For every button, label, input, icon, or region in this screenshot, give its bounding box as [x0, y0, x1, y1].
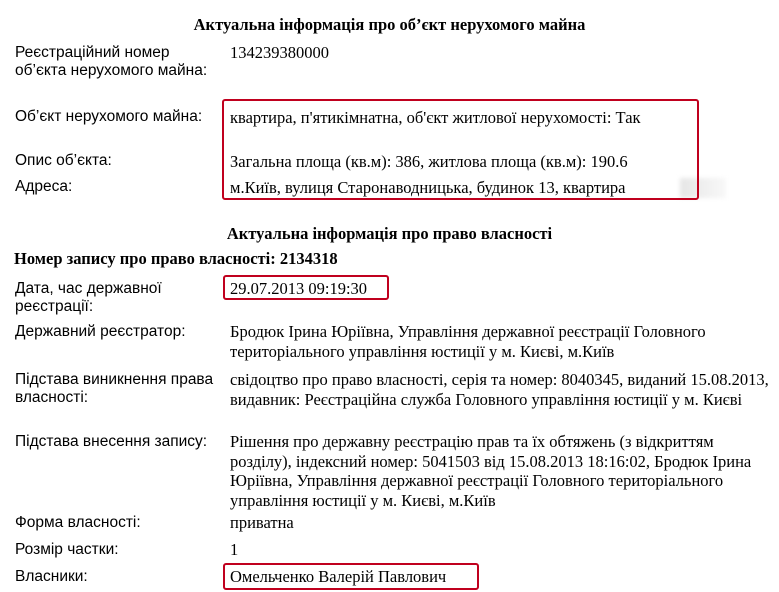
owners-label: Власники:: [15, 568, 88, 585]
share-size-value: 1: [230, 540, 239, 559]
reg-number-label: Реєстраційний номер об’єкта нерухомого майна:: [15, 44, 208, 79]
object-label: Об’єкт нерухомого майна:: [15, 108, 203, 125]
object-value: квартира, п'ятикімнатна, об'єкт житлової нерухомості: Так: [230, 108, 641, 127]
ownership-form-label: Форма власності:: [15, 514, 141, 531]
registrar-label: Державний реєстратор:: [15, 323, 186, 340]
registrar-value: Бродюк Ірина Юріївна, Управління державної реєстрації Головного територіального управління юстиції у м. Києві, м.Київ: [230, 322, 706, 361]
basis-origin-label: Підстава виникнення права власності:: [15, 371, 214, 406]
redacted-apartment-number: [680, 178, 726, 198]
reg-date-label: Дата, час державної реєстрації:: [15, 280, 162, 315]
object-section-title: Актуальна інформація про об’єкт нерухомого майна: [193, 15, 586, 34]
ownership-section-title: Актуальна інформація про право власності: [226, 224, 553, 243]
basis-entry-value: Рішення про державну реєстрацію прав та їх обтяжень (з відкриттям розділу), індексний номер: 5041503 від 15.08.2013 18:16:02, Бродюк Ірина Юріївна, Управління державної реєстрації Головного територіального управління юстиції у м. Києві, м.Київ: [230, 432, 752, 510]
record-number-title: Номер запису про право власності: 2134318: [14, 249, 338, 268]
reg-number-value: 134239380000: [230, 43, 329, 62]
description-value: Загальна площа (кв.м): 386, житлова площа (кв.м): 190.6: [230, 152, 628, 171]
ownership-form-value: приватна: [230, 513, 294, 532]
basis-origin-value: свідоцтво про право власності, серія та номер: 8040345, виданий 15.08.2013, видавник: Реєстраційна служба Головного управління юстиції у м. Києві: [230, 370, 769, 409]
reg-date-value: 29.07.2013 09:19:30: [230, 279, 368, 298]
address-value: м.Київ, вулиця Старонаводницька, будинок 13, квартира: [230, 178, 626, 197]
description-label: Опис об’єкта:: [15, 152, 112, 169]
basis-entry-label: Підстава внесення запису:: [15, 433, 208, 450]
owners-value: Омельченко Валерій Павлович: [230, 567, 447, 586]
address-label: Адреса:: [15, 178, 73, 195]
share-size-label: Розмір частки:: [15, 541, 119, 558]
